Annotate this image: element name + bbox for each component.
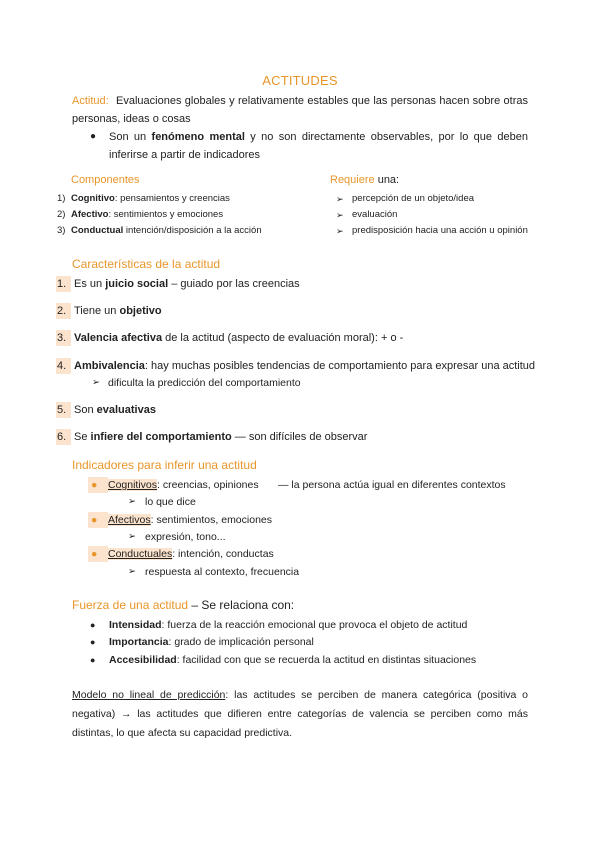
list-item: 4. Ambivalencia: hay muchas posibles tendencias de comportamiento para expresar una actitud [57, 360, 536, 372]
list-item: 1) Cognitivo: pensamientos y creencias [57, 193, 230, 204]
requiere-heading: Requiere una: [330, 174, 400, 186]
arrow-icon: ➢ [336, 226, 344, 236]
definition-text: Evaluaciones globales y relativamente estables que las personas hacen sobre otras personas, ideas o cosas [72, 95, 528, 125]
componentes-heading: Componentes [71, 174, 140, 186]
definition-term: Actitud: [72, 95, 109, 107]
sub-list-item: ➢ lo que dice [128, 496, 196, 508]
bullet-icon: ● [90, 131, 97, 142]
intro-block [72, 92, 528, 164]
list-item: ➢ predisposición hacia una acción u opinión [336, 223, 560, 239]
bold-term: fenómeno mental [151, 131, 245, 143]
list-item: 5. Son evaluativas [57, 404, 156, 416]
modelo-label: Modelo no lineal de predicción [72, 689, 226, 701]
modelo-text: : las actitudes se perciben de manera categórica (positiva o negativa) → las actitudes que difieren entre categorías de valencia se perciben como más distintas, lo que afecta su capacidad predictiva. [72, 689, 529, 739]
list-item: 3. Valencia afectiva de la actitud (aspecto de evaluación moral): + o - [57, 332, 404, 344]
arrow-icon: ➢ [128, 531, 136, 542]
list-item: 3) Conductual intención/disposición a la acción [57, 225, 262, 236]
requiere-list [330, 174, 560, 239]
bullet-icon: ● [88, 512, 108, 528]
list-item: ● Cognitivos: creencias, opiniones [88, 477, 259, 493]
arrow-icon: ➢ [128, 496, 136, 507]
indicadores-note: — la persona actúa igual en diferentes contextos [278, 479, 506, 491]
list-item: ● Accesibilidad: facilidad con que se recuerda la actitud en distintas situaciones [90, 654, 477, 666]
bullet-icon: ● [88, 546, 108, 562]
list-item: 2. Tiene un objetivo [57, 305, 162, 317]
list-item: ● Intensidad: fuerza de la reacción emocional que provoca el objeto de actitud [90, 619, 468, 631]
list-item: ● Conductuales: intención, conductas [88, 546, 274, 562]
list-item: ● Importancia: grado de implicación personal [90, 636, 314, 648]
list-item: ● Afectivos: sentimientos, emociones [88, 512, 272, 528]
bullet-icon: ● [88, 477, 108, 493]
caracteristicas-heading: Características de la actitud [72, 257, 221, 271]
bullet-icon: ● [90, 655, 96, 665]
list-item: 6. Se infiere del comportamiento — son difíciles de observar [57, 431, 368, 443]
definition [72, 92, 528, 128]
componentes-list [57, 174, 317, 239]
list-item: 1. Es un juicio social – guiado por las creencias [57, 278, 300, 290]
sub-list-item: ➢ respuesta al contexto, frecuencia [128, 566, 300, 578]
bullet-icon: ● [90, 620, 96, 630]
arrow-icon: ➢ [336, 194, 344, 204]
sub-list-item: ➢ expresión, tono... [128, 531, 226, 543]
list-item: ➢ evaluación [336, 207, 560, 223]
arrow-icon: ➢ [336, 210, 344, 220]
list-item: 2) Afectivo: sentimientos y emociones [57, 209, 224, 220]
arrow-icon: ➢ [128, 566, 136, 577]
intro-bullet: ● Son un fenómeno mental y no son directamente observables, por lo que deben inferirse a partir de indicadores [90, 128, 528, 164]
bullet-icon: ● [90, 637, 96, 647]
fuerza-heading: Fuerza de una actitud – Se relaciona con: [72, 598, 295, 612]
page-title: ACTITUDES [262, 73, 338, 88]
list-item: ➢ percepción de un objeto/idea [336, 191, 560, 207]
sub-list-item: ➢ dificulta la predicción del comportamiento [92, 377, 301, 389]
indicadores-heading: Indicadores para inferir una actitud [72, 458, 257, 472]
arrow-icon: ➢ [92, 377, 100, 388]
modelo-paragraph [72, 686, 528, 743]
